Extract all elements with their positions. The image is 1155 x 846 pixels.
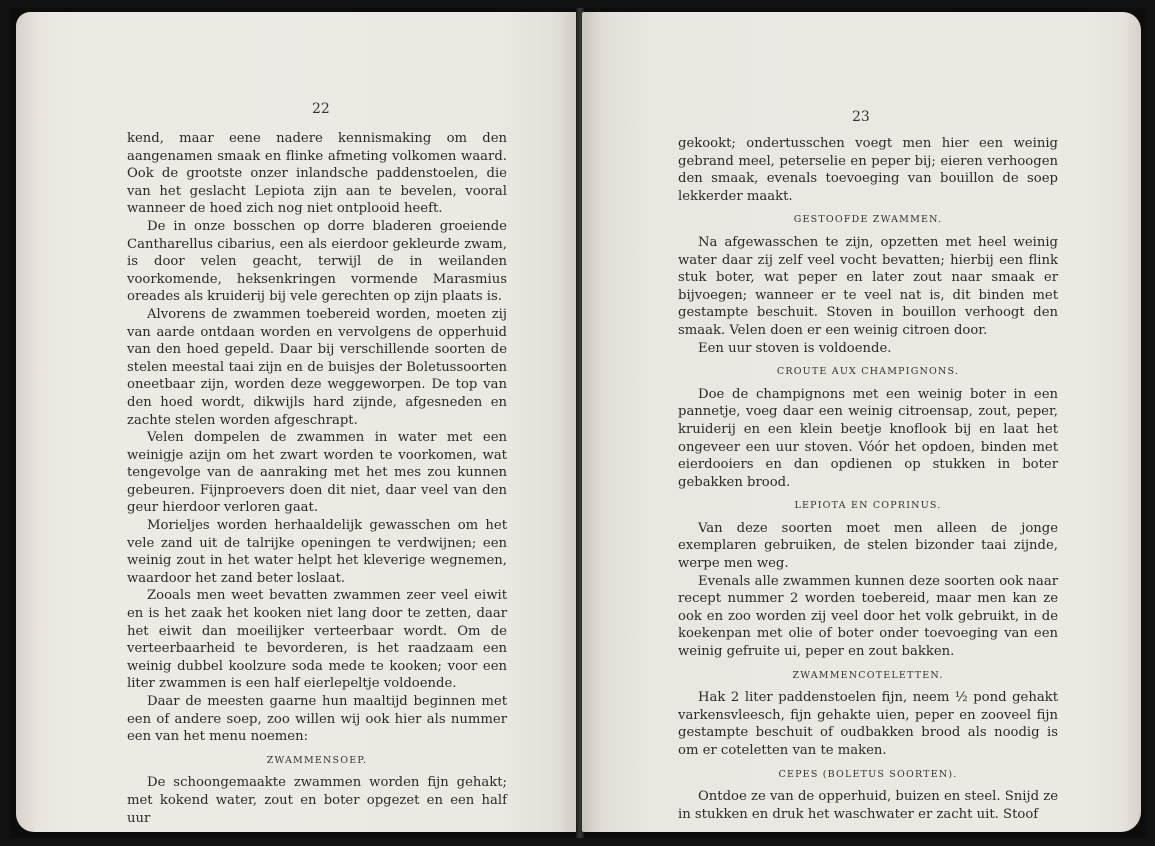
paragraph: De schoongemaakte zwammen worden fijn gehakt; met kokend water, zout en boter opgezet en een half uur xyxy=(127,775,507,826)
paragraph: Daar de meesten gaarne hun maaltijd beginnen met een of andere soep, zoo willen wij ook hier als nummer een van het menu noemen: xyxy=(127,694,507,745)
paragraph: Evenals alle zwammen kunnen deze soorten ook naar recept nummer 2 worden toebereid, maar men kan ze ook en zoo worden zij veel door het volk gebruikt, in de koekenpan met olie of boter onder toevoeging van een weinig gefruite ui, peper en zout bakken. xyxy=(678,573,1058,660)
paragraph: Ontdoe ze van de opperhuid, buizen en steel. Snijd ze in stukken en druk het waschwater er zacht uit. Stoof xyxy=(678,789,1058,822)
paragraph: Zooals men weet bevatten zwammen zeer veel eiwit en is het zaak het kooken niet lang door te zetten, daar het eiwit dan moeilijker verteerbaar wordt. Om de verteerbaarheid te bevorderen, is het raadzaam een weinig dubbel koolzure soda mede te kooken; voor een liter zwammen is een half eierlepeltje voldoende. xyxy=(127,588,507,692)
section-heading: GESTOOFDE ZWAMMEN. xyxy=(793,214,943,226)
section-heading: LEPIOTA EN COPRINUS. xyxy=(794,500,942,512)
open-book xyxy=(10,8,1147,838)
right-page xyxy=(582,12,1141,832)
section-heading: ZWAMMENCOTELETTEN. xyxy=(792,669,944,681)
section-heading: CROUTE AUX CHAMPIGNONS. xyxy=(776,366,960,378)
right-page-text xyxy=(678,135,1058,823)
paragraph: De in onze bosschen op dorre bladeren groeiende Cantharellus cibarius, een als eierdoor gekleurde zwam, is door velen geacht, terwijl de in weilanden voorkomende, heksenkringen vormende Marasmius oreades als kruiderij bij vele gerechten op zijn plaats is. xyxy=(127,218,507,305)
paragraph: kend, maar eene nadere kennismaking om den aangenamen smaak en flinke afmeting volkomen waard. Ook de grootste onzer inlandsche paddenstoelen, die van het geslacht Lepiota zijn aan te bevelen, vooral wanneer de hoed zich nog niet ontplooid heeft. xyxy=(127,131,507,217)
page-number: 22 xyxy=(312,101,330,117)
page-number: 23 xyxy=(852,109,870,125)
paragraph: Alvorens de zwammen toebereid worden, moeten zij van aarde ontdaan worden en vervolgens de opperhuid van den hoed gepeld. Daar bij verschillende soorten de stelen meestal taai zijn en de buisjes der Boletussoorten oneetbaar zijn, worden deze weggeworpen. De top van den hoed wordt, dikwijls hard zijnde, afgesneden en zachte stelen worden afgeschrapt. xyxy=(127,306,507,428)
paragraph: Een uur stoven is voldoende. xyxy=(698,340,892,356)
paragraph: Doe de champignons met een weinig boter in een pannetje, voeg daar een weinig citroensap, zout, peper, kruiderij en een klein beetje knoflook bij en laat het ongeveer een uur stoven. Vóór het opdoen, binden met eierdooiers en dan opdienen op stukken in boter gebakken brood. xyxy=(678,386,1058,490)
paragraph: Na afgewasschen te zijn, opzetten met heel weinig water daar zij zelf veel vocht bevatten; hierbij een flink stuk boter, wat peper en later zout naar smaak er bijvoegen; wanneer er te veel nat is, dit binden met gestampte beschuit. Stoven in bouillon verhoogt den smaak. Velen doen er een weinig citroen door. xyxy=(678,234,1058,338)
paragraph: Van deze soorten moet men alleen de jonge exemplaren gebruiken, de stelen bizonder taai zijnde, werpe men weg. xyxy=(678,520,1058,572)
left-page-text xyxy=(127,130,507,827)
paragraph: Velen dompelen de zwammen in water met een weinigje azijn om het zwart worden te voorkomen, wat tengevolge van de aanraking met het mes zou kunnen gebeuren. Fijnproevers doen dit niet, daar veel van den geur hierdoor verloren gaat. xyxy=(127,430,507,516)
left-page xyxy=(16,12,578,832)
paragraph: Morieljes worden herhaaldelijk gewasschen om het vele zand uit de talrijke openingen te verdwijnen; een weinig zout in het water helpt het kleverige wegnemen, waardoor het zand beter loslaat. xyxy=(127,518,507,586)
paragraph: gekookt; ondertusschen voegt men hier een weinig gebrand meel, peterselie en peper bij; eieren verhoogen den smaak, evenals toevoeging van bouillon de soep lekkerder maakt. xyxy=(678,136,1058,204)
paragraph: Hak 2 liter paddenstoelen fijn, neem ½ pond gehakt varkensvleesch, fijn gehakte uien, peper en zooveel fijn gestampte beschuit of oudbakken brood als noodig is om er coteletten van te maken. xyxy=(678,690,1058,758)
section-heading: CEPES (BOLETUS SOORTEN). xyxy=(778,768,958,780)
section-heading: ZWAMMENSOEP. xyxy=(266,754,368,766)
